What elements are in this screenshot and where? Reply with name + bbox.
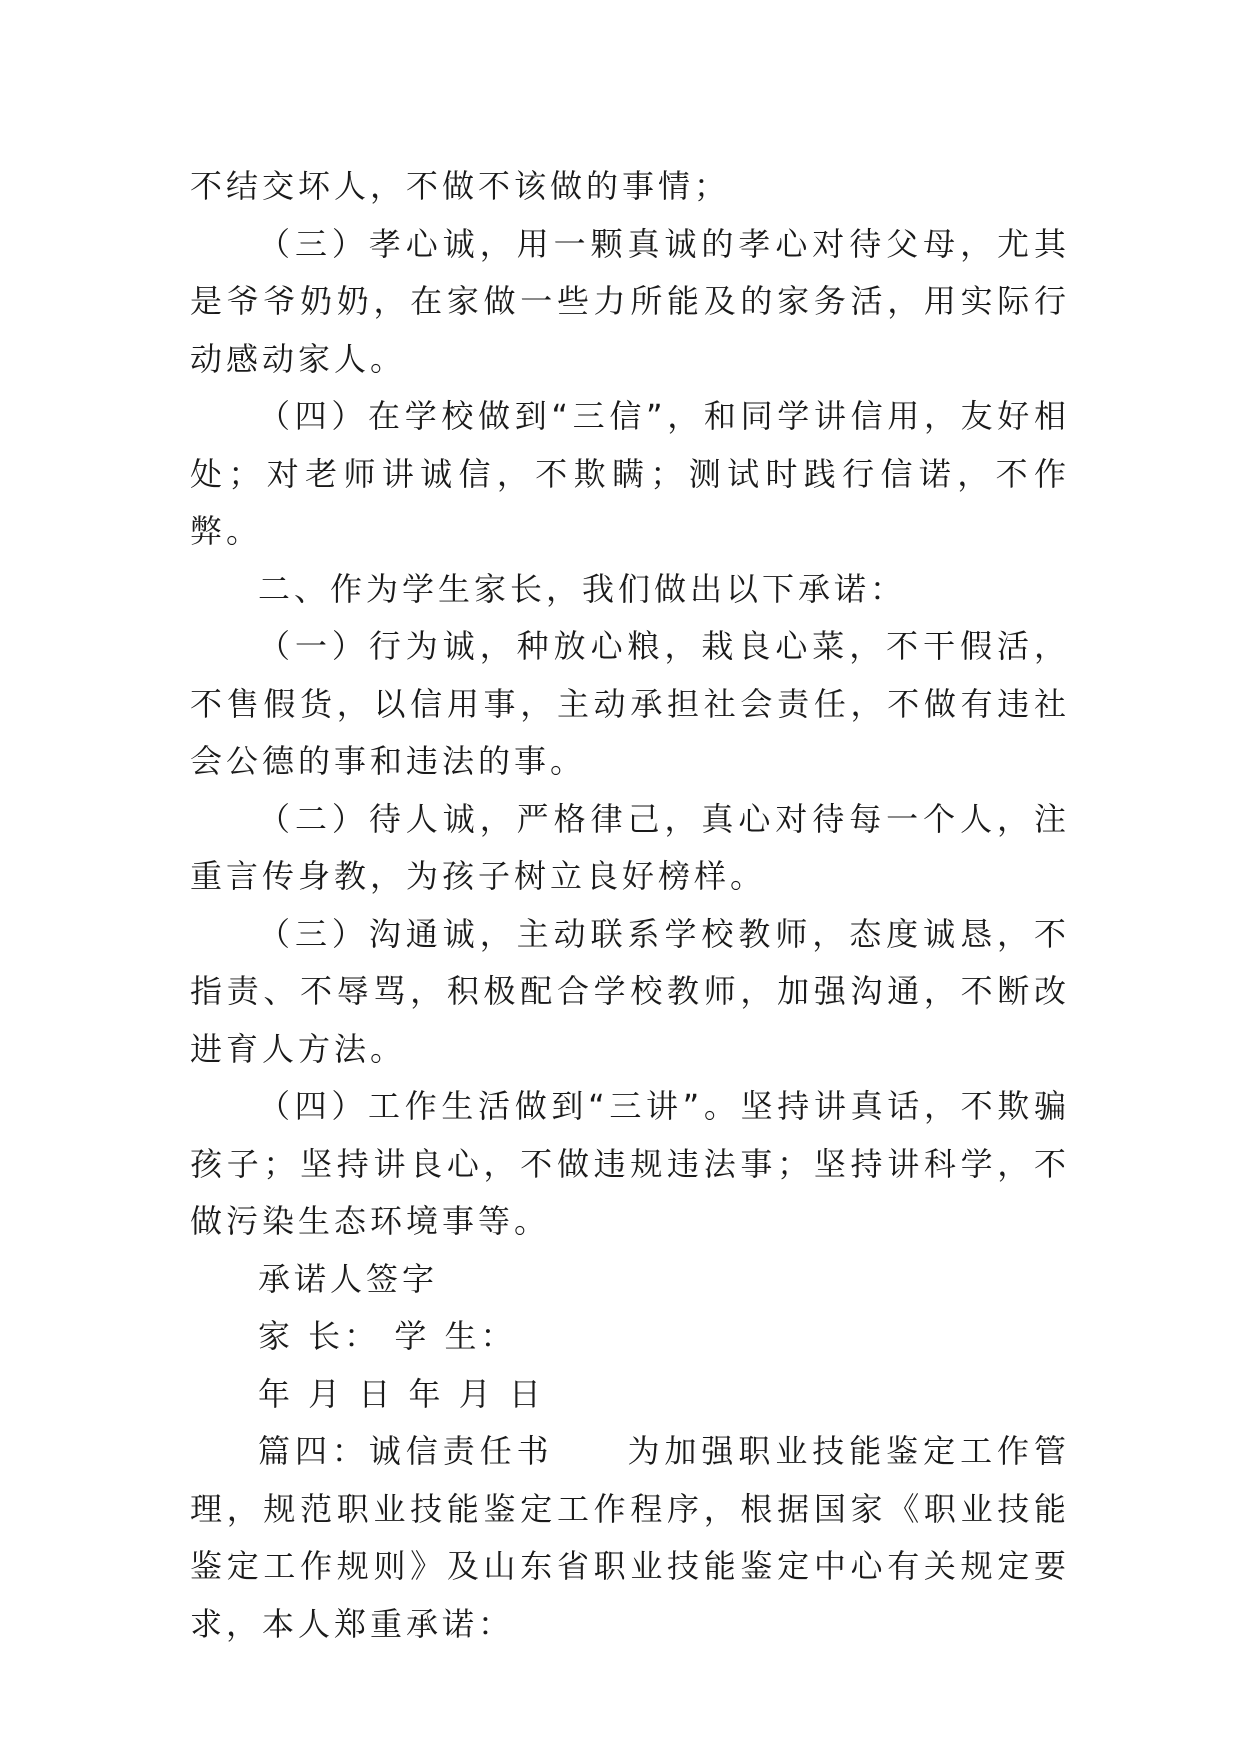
paragraph-parent-item-3: （三）沟通诚，主动联系学校教师，态度诚恳，不指责、不辱骂，积极配合学校教师，加强沟通，不断改进育人方法。 xyxy=(190,914,1070,1068)
paragraph-part-four-intro: 篇四：诚信责任书 为加强职业技能鉴定工作管理，规范职业技能鉴定工作程序，根据国家《职业技能鉴定工作规则》及山东省职业技能鉴定中心有关规定要求，本人郑重承诺： xyxy=(190,1432,1070,1643)
paragraph-student-item-4: （四）在学校做到“三信”，和同学讲信用，友好相处；对老师讲诚信，不欺瞒；测试时践行信诺，不作弊。 xyxy=(190,397,1070,550)
section-heading-parents: 二、作为学生家长，我们做出以下承诺： xyxy=(258,569,907,608)
signature-dates: 年 月 日 年 月 日 xyxy=(258,1374,545,1413)
document-page xyxy=(190,158,1070,1653)
signature-label: 承诺人签字 xyxy=(258,1259,439,1298)
paragraph-parent-item-4: （四）工作生活做到“三讲”。坚持讲真话，不欺骗孩子；坚持讲良心，不做违规违法事；坚持讲科学，不做污染生态环境事等。 xyxy=(190,1087,1070,1240)
paragraph-student-item-3: （三）孝心诚，用一颗真诚的孝心对待父母，尤其是爷爷奶奶，在家做一些力所能及的家务活，用实际行动感动家人。 xyxy=(190,224,1070,378)
paragraph-continuation: 不结交坏人，不做不该做的事情； xyxy=(190,167,731,205)
paragraph-parent-item-2: （二）待人诚，严格律己，真心对待每一个人，注重言传身教，为孩子树立良好榜样。 xyxy=(190,799,1070,895)
paragraph-parent-item-1: （一）行为诚，种放心粮，栽良心菜，不干假活，不售假货，以信用事，主动承担社会责任，不做有违社会公德的事和违法的事。 xyxy=(190,627,1070,780)
signature-roles: 家 长： 学 生： xyxy=(258,1317,517,1355)
